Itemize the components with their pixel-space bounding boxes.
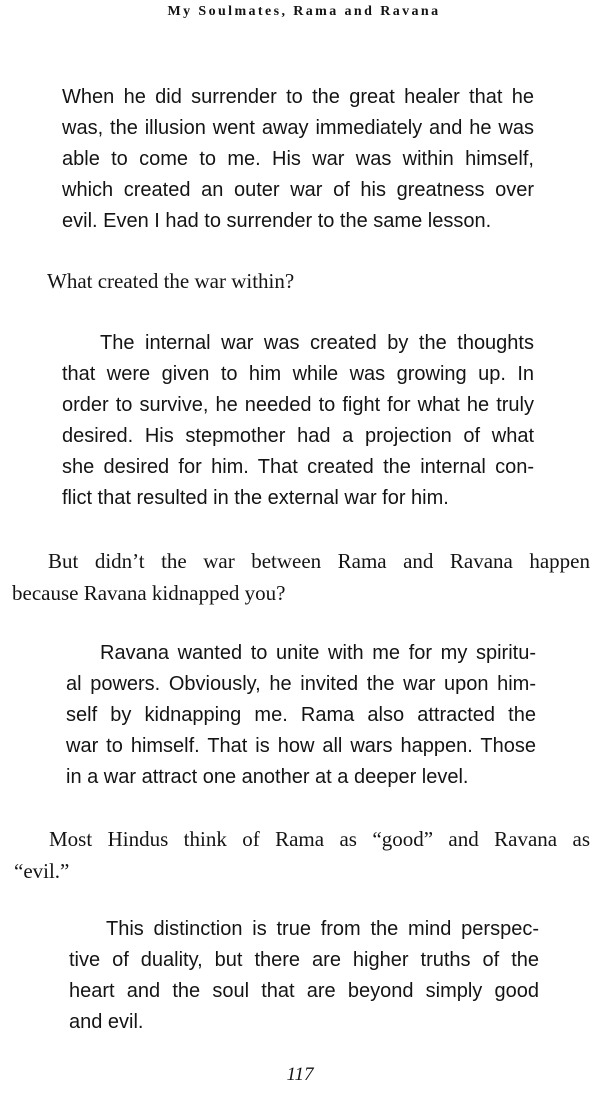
text-line: desired. His stepmother had a projection of what [62,425,534,447]
text-line: When he did surrender to the great healer that he [62,86,534,108]
question-heading [14,823,590,887]
answer-paragraph [66,638,536,793]
text-line: tive of duality, but there are higher truths of the [69,949,539,971]
text-line: The internal war was created by the thoughts [100,332,534,354]
question-heading [47,265,567,297]
question-heading [12,545,590,609]
text-line: that were given to him while was growing up. In [62,363,534,385]
text-line: self by kidnapping me. Rama also attracted the [66,704,536,726]
text-line: evil. Even I had to surrender to the same lesson. [62,210,492,232]
question-line: Most Hindus think of Rama as “good” and Ravana as [49,827,590,851]
text-line: was, the illusion went away immediately and he was [62,117,534,139]
answer-paragraph [62,328,534,514]
text-line: heart and the soul that are beyond simply good [69,980,539,1002]
question-line: “evil.” [14,859,70,883]
text-line: in a war attract one another at a deeper level. [66,766,469,788]
text-line: flict that resulted in the external war for him. [62,487,449,509]
running-header: My Soulmates, Rama and Ravana [167,4,441,19]
question-line: But didn’t the war between Rama and Ravana happen [48,549,590,573]
answer-paragraph [69,914,539,1038]
text-line: al powers. Obviously, he invited the war upon him- [66,673,536,695]
text-line: war to himself. That is how all wars happen. Those [66,735,536,757]
text-line: order to survive, he needed to fight for what he truly [62,394,534,416]
text-line: she desired for him. That created the internal con- [62,456,534,478]
answer-paragraph [62,82,534,237]
text-line: able to come to me. His war was within himself, [62,148,534,170]
question-line: What created the war within? [47,269,295,293]
text-line: and evil. [69,1011,144,1033]
text-line: which created an outer war of his greatness over [62,179,534,201]
text-line: Ravana wanted to unite with me for my spiritu- [100,642,536,664]
page-number: 117 [286,1064,314,1085]
text-line: This distinction is true from the mind perspec- [106,918,539,940]
question-line: because Ravana kidnapped you? [12,581,286,605]
